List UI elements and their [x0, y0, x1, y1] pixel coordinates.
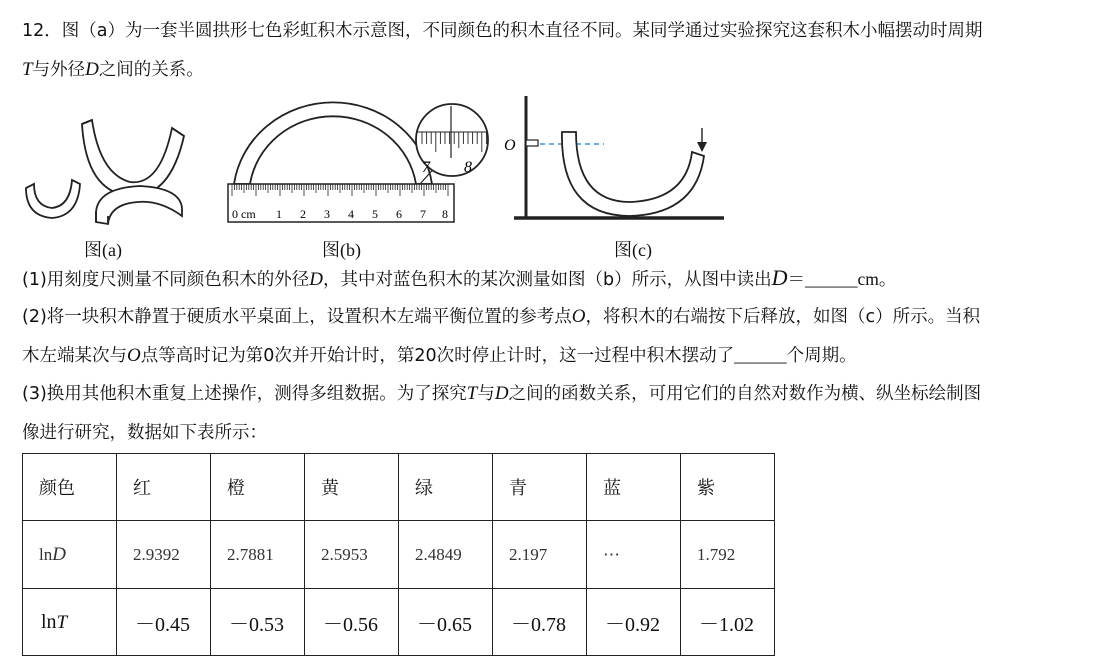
table-cell: 2.4849 — [399, 521, 493, 589]
clamp — [526, 140, 538, 146]
question-1 — [22, 266, 896, 292]
problem-text: 12．图（a）为一套半圆拱形七色彩虹积木示意图，不同颜色的积木直径不同。某同学通过实验探究这套积木小幅摆动时周期 — [22, 21, 983, 41]
question-3-line-1 — [22, 382, 981, 406]
var-d: D — [771, 265, 788, 290]
table-row-lnt — [23, 589, 775, 656]
q2-text: 木左端某次与 — [22, 346, 127, 366]
q3-text: 之间的函数关系，可用它们的自然对数作为横、纵坐标绘制图 — [508, 384, 982, 404]
data-table — [22, 453, 775, 656]
equals-sign: ＝ — [787, 269, 806, 289]
row-label-lnd — [23, 521, 117, 589]
ruler-label-3: 3 — [324, 207, 330, 221]
arch-block-small — [26, 180, 80, 218]
row-label-lnt — [23, 589, 117, 656]
figure-b — [224, 92, 494, 228]
rocking-arch — [562, 132, 704, 216]
q3-text: 像进行研究，数据如下表所示： — [22, 423, 267, 443]
ln-text: ln — [39, 544, 53, 564]
q2-text: ，将积木的右端按下后释放，如图（c）所示。当积 — [585, 307, 981, 327]
header-cell: 橙 — [211, 454, 305, 521]
pivot-label: O — [504, 137, 516, 154]
zoom-label-7: 7 — [422, 159, 430, 176]
table-row-lnd — [23, 521, 775, 589]
question-3-line-2 — [22, 421, 267, 445]
table-cell: －0.56 — [305, 589, 399, 656]
table-cell: －1.02 — [681, 589, 775, 656]
ruler-label-6: 6 — [396, 207, 402, 221]
var-t: T — [56, 611, 68, 633]
header-cell: 紫 — [681, 454, 775, 521]
q2-text: (2)将一块积木静置于硬质水平桌面上，设置积木左端平衡位置的参考点 — [22, 307, 572, 327]
problem-line-1 — [22, 19, 983, 43]
answer-blank-1[interactable]: ______ — [805, 269, 858, 289]
problem-text: 与外径 — [32, 60, 86, 80]
caption-b: 图(b) — [322, 240, 361, 260]
var-d: D — [494, 383, 509, 404]
header-cell: 蓝 — [587, 454, 681, 521]
q2-text: 点等高时记为第0次并开始计时，第20次时停止计时，这一过程中积木摆动了 — [140, 346, 735, 366]
var-o: O — [571, 306, 586, 327]
header-cell: 绿 — [399, 454, 493, 521]
ln-text: ln — [41, 610, 57, 633]
ruler-label-1: 1 — [276, 207, 282, 221]
header-cell: 红 — [117, 454, 211, 521]
var-d: D — [85, 59, 99, 80]
problem-line-2 — [22, 58, 204, 82]
ruler-label-8: 8 — [442, 207, 448, 221]
figure-a — [20, 112, 190, 230]
var-d: D — [309, 269, 324, 290]
header-cell: 黄 — [305, 454, 399, 521]
table-cell: ⋯ — [587, 521, 681, 589]
var-o: O — [127, 345, 141, 366]
var-t: T — [22, 59, 33, 80]
table-cell: －0.78 — [493, 589, 587, 656]
var-d: D — [52, 543, 66, 565]
q1-text: ，其中对蓝色积木的某次测量如图（b）所示，从图中读出 — [323, 270, 772, 290]
q1-text: (1)用刻度尺测量不同颜色积木的外径 — [22, 270, 310, 290]
ruler-label-0: 0 cm — [232, 207, 256, 221]
table-cell: －0.45 — [117, 589, 211, 656]
unit-text: cm。 — [857, 269, 897, 289]
answer-blank-2[interactable]: ______ — [734, 345, 787, 365]
header-cell: 青 — [493, 454, 587, 521]
table-header-row — [23, 454, 775, 521]
var-t: T — [466, 383, 478, 404]
table-cell: 2.5953 — [305, 521, 399, 589]
question-2-line-2 — [22, 343, 857, 368]
question-2-line-1 — [22, 305, 980, 329]
caption-c: 图(c) — [614, 240, 652, 260]
table-cell: 2.9392 — [117, 521, 211, 589]
table-cell: 2.197 — [493, 521, 587, 589]
q2-text: 个周期。 — [786, 346, 857, 366]
zoom-label-8: 8 — [464, 159, 472, 176]
table-cell: 2.7881 — [211, 521, 305, 589]
ruler-label-5: 5 — [372, 207, 378, 221]
arch-block-large — [82, 120, 184, 196]
ruler-label-4: 4 — [348, 207, 354, 221]
q3-text: (3)换用其他积木重复上述操作，测得多组数据。为了探究 — [22, 384, 467, 404]
ruler-label-2: 2 — [300, 207, 306, 221]
arch-block — [234, 102, 432, 184]
arch-block-flat — [96, 186, 182, 224]
table-cell: －0.65 — [399, 589, 493, 656]
header-cell: 颜色 — [23, 454, 117, 521]
problem-text: 之间的关系。 — [98, 60, 204, 80]
table-cell: 1.792 — [681, 521, 775, 589]
q3-text: 与 — [477, 384, 495, 404]
caption-a: 图(a) — [84, 240, 122, 260]
ruler-label-7: 7 — [420, 207, 426, 221]
figure-c — [500, 92, 730, 228]
table-cell: －0.92 — [587, 589, 681, 656]
table-cell: －0.53 — [211, 589, 305, 656]
